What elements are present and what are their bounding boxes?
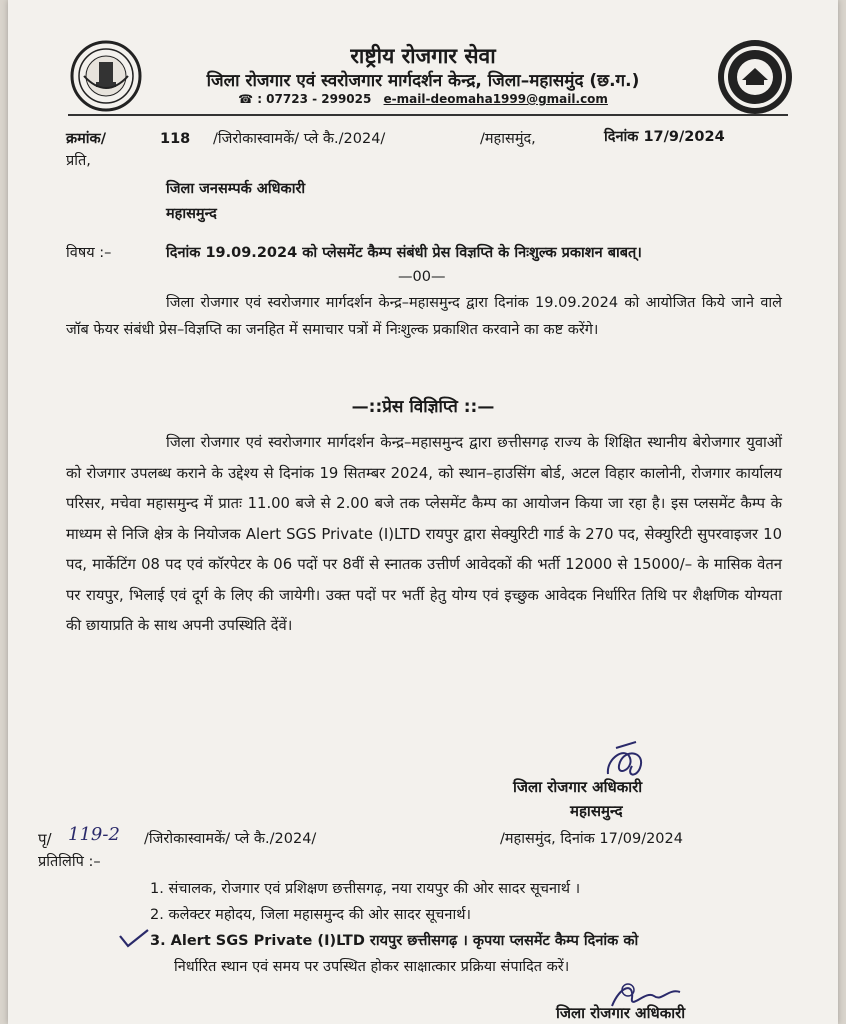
signature-1-place: महासमुन्द: [570, 802, 623, 820]
reference-section: /जिरोकास्वामकें/ प्ले कै./2024/: [213, 131, 386, 147]
signature-1-title: जिला रोजगार अधिकारी: [513, 778, 643, 796]
press-body: जिला रोजगार एवं स्वरोजगार मार्गदर्शन केन्द्र–महासमुन्द द्वारा छत्तीसगढ़ राज्य के शिक्षित स्थानीय बेरोजगार युवाओं को रोजगार उपलब्ध कराने के उद्देश्य से दिनांक 19 सितम्बर 2024, को स्थान–हाउसिंग बोर्ड, अटल विहार कालोनी, रोजगार कार्यालय परिसर, मचेवा महासमुन्द में प्रातः 11.00 बजे से 2.00 बजे तक प्लेसमेंट कैम्प का आयोजन किया जा रहा है। इस प्लसमेंट कैम्प के माध्यम से निजि क्षेत्र के नियोजक Alert SGS Private (I)LTD रायपुर द्वारा सेक्युरिटी गार्ड के 270 पद, सेक्युरिटी सुपरवाइजर 10 पद, मार्केटिंग 08 पद एवं कॉरपेटर के 06 पदों पर 8वीं से स्नातक उत्तीर्ण आवेदकों की भर्ती 12000 से 15000/– के मासिक वेतन पर रायपुर, भिलाई एवं दूर्ग के लिए की जायेगी। उक्त पदों पर भर्ती हेतु योग्य एवं इच्छुक आवेदक निर्धारित तिथि पर शैक्षणिक योग्यता की छायाप्रति के साथ अपनी उपस्थिति देंवें।: [66, 434, 782, 634]
copy-item-1: 1. संचालक, रोजगार एवं प्रशिक्षण छत्तीसगढ़, नया रायपुर की ओर सादर सूचनार्थ ।: [150, 881, 581, 897]
intro-paragraph: जिला रोजगार एवं स्वरोजगार मार्गदर्शन केन्द्र–महासमुन्द द्वारा दिनांक 19.09.2024 को आयोजित किये जाने वाले जॉब फेयर संबंधी प्रेस–विज्ञप्ति का जनहित में समाचार पत्रों में निःशुल्क प्रकाशित करवाने का कष्ट करेंगे।: [66, 295, 782, 338]
copy-item-3-continued: निर्धारित स्थान एवं समय पर उपस्थित होकर साक्षात्कार प्रक्रिया संपादित करें।: [174, 959, 570, 975]
ref2-handwritten-number: 119-2: [68, 824, 120, 845]
ref2-place-date: /महासमुंद, दिनांक 17/09/2024: [500, 831, 683, 847]
reference-number: 118: [160, 131, 191, 147]
header-contact: [8, 92, 838, 106]
letter-sheet: [8, 0, 838, 1024]
reference-place: /महासमुंद,: [480, 131, 536, 147]
header-subtitle: जिला रोजगार एवं स्वरोजगार मार्गदर्शन केन्द्र, जिला–महासमुंद (छ.ग.): [206, 71, 640, 91]
prati-label: प्रति,: [66, 153, 91, 169]
copy-item-3: 3. Alert SGS Private (I)LTD रायपुर छत्तीसगढ़ । कृपया प्लसमेंट कैम्प दिनांक को: [150, 933, 639, 949]
email-address: e-mail-deomaha1999@gmail.com: [383, 92, 608, 106]
phone-number: ☎ : 07723 - 299025: [238, 92, 372, 106]
recipient-line-1: जिला जनसम्पर्क अधिकारी: [166, 181, 306, 197]
header-title: राष्ट्रीय रोजगार सेवा: [350, 44, 496, 68]
kramank-label: क्रमांक/: [66, 131, 106, 147]
header-divider: [68, 114, 788, 116]
copy-label: प्रतिलिपि :–: [38, 854, 101, 870]
reference-date: दिनांक 17/9/2024: [604, 129, 725, 145]
subject-label: विषय :–: [66, 245, 112, 261]
signature-2-title: जिला रोजगार अधिकारी: [556, 1004, 686, 1022]
subject-text: दिनांक 19.09.2024 को प्लेसमेंट कैम्प संबंधी प्रेस विज्ञप्ति के निःशुल्क प्रकाशन बाबत्।: [166, 245, 642, 261]
check-mark-icon: [116, 926, 152, 950]
ref2-section: /जिरोकास्वामकें/ प्ले कै./2024/: [144, 831, 317, 847]
press-heading: —::प्रेस विज्ञिप्ति ::—: [351, 397, 495, 417]
copy-item-2: 2. कलेक्टर महोदय, जिला महासमुन्द की ओर सादर सूचनार्थ।: [150, 907, 471, 923]
ref2-prefix: पृ/: [38, 830, 52, 848]
recipient-line-2: महासमुन्द: [166, 206, 217, 222]
subject-separator: —00—: [398, 269, 446, 285]
